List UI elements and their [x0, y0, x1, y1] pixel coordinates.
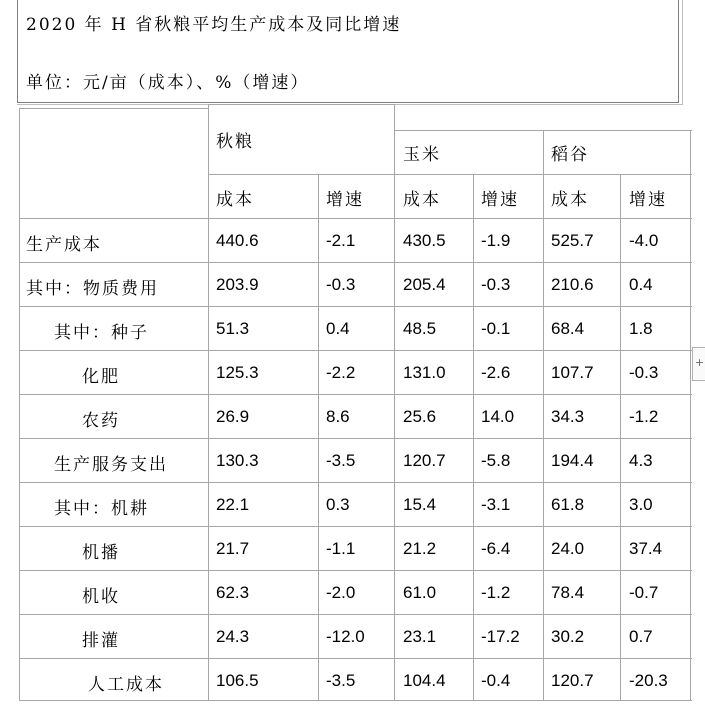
- table-border-bottom: [19, 700, 692, 701]
- row-label: 排灌: [82, 631, 120, 651]
- table-cell-value: -17.2: [481, 627, 520, 646]
- header-bottom-line: [19, 218, 692, 219]
- row-label: 农药: [82, 411, 120, 431]
- table-cell-value: -2.0: [326, 583, 356, 602]
- table-cell-value: 130.3: [216, 451, 259, 470]
- table-cell-value: -1.2: [629, 407, 659, 426]
- table-cell-value: 61.8: [551, 495, 585, 514]
- table-cell-value: 48.5: [403, 319, 437, 338]
- table-cell-value: -3.5: [326, 451, 356, 470]
- page-edge-marker[interactable]: +: [692, 347, 705, 381]
- table-cell-value: 525.7: [551, 231, 594, 250]
- table-cell-value: 0.4: [629, 275, 653, 294]
- table-cell-value: -1.2: [481, 583, 511, 602]
- table-cell-value: 62.3: [216, 583, 250, 602]
- table-cell-value: 1.8: [629, 319, 653, 338]
- table-cell-value: -0.3: [481, 275, 511, 294]
- table-cell-value: 23.1: [403, 627, 437, 646]
- row-separator: [19, 658, 692, 659]
- table-cell-value: 8.6: [326, 407, 350, 426]
- group-header-corn: 玉米: [403, 145, 441, 165]
- row-separator: [19, 306, 692, 307]
- table-cell-value: -0.4: [481, 671, 511, 690]
- table-cell-value: 26.9: [216, 407, 250, 426]
- subheader-rice-growth: 增速: [629, 190, 667, 210]
- row-separator: [19, 526, 692, 527]
- row-label: 其中：种子: [54, 323, 149, 343]
- table-cell-value: -0.1: [481, 319, 511, 338]
- table-border-top-autumn: [208, 104, 394, 105]
- row-label: 生产服务支出: [54, 455, 168, 475]
- table-cell-value: 194.4: [551, 451, 594, 470]
- table-cell-value: -1.1: [326, 539, 356, 558]
- table-title: 2020 年 H 省秋粮平均生产成本及同比增速: [26, 15, 402, 35]
- table-cell-value: -2.1: [326, 231, 356, 250]
- table-cell-value: -12.0: [326, 627, 365, 646]
- table-cell-value: 68.4: [551, 319, 585, 338]
- row-label: 化肥: [82, 367, 120, 387]
- row-separator: [19, 614, 692, 615]
- table-cell-value: -0.7: [629, 583, 659, 602]
- table-cell-value: -0.3: [326, 275, 356, 294]
- col-line-ag-growth: [318, 174, 319, 700]
- table-cell-value: -2.6: [481, 363, 511, 382]
- table-cell-value: 61.0: [403, 583, 437, 602]
- table-cell-value: -6.4: [481, 539, 511, 558]
- table-border-top-left: [19, 108, 208, 109]
- row-separator: [19, 438, 692, 439]
- table-cell-value: 205.4: [403, 275, 446, 294]
- table-cell-value: -3.1: [481, 495, 511, 514]
- table-cell-value: 22.1: [216, 495, 250, 514]
- table-cell-value: 15.4: [403, 495, 437, 514]
- group-header-autumn-grain: 秋粮: [216, 132, 254, 152]
- table-cell-value: 104.4: [403, 671, 446, 690]
- table-cell-value: -2.2: [326, 363, 356, 382]
- col-line-corn: [394, 104, 395, 700]
- table-cell-value: 24.3: [216, 627, 250, 646]
- table-cell-value: -20.3: [629, 671, 668, 690]
- table-cell-value: 0.3: [326, 495, 350, 514]
- row-separator: [19, 570, 692, 571]
- table-cell-value: -5.8: [481, 451, 511, 470]
- unit-note: 单位：元/亩（成本）、%（增速）: [26, 73, 310, 93]
- title-box-shadow: [682, 0, 683, 104]
- row-label: 人工成本: [88, 675, 164, 695]
- table-cell-value: 440.6: [216, 231, 259, 250]
- row-separator: [19, 262, 692, 263]
- row-label: 生产成本: [26, 235, 102, 255]
- group-header-rice: 稻谷: [551, 145, 589, 165]
- table-cell-value: -0.3: [629, 363, 659, 382]
- table-cell-value: 34.3: [551, 407, 585, 426]
- table-cell-value: 30.2: [551, 627, 585, 646]
- table-border-left: [19, 108, 20, 700]
- subheader-autumn-grain-growth: 增速: [326, 190, 364, 210]
- table-cell-value: 210.6: [551, 275, 594, 294]
- subheader-rice-cost: 成本: [551, 190, 589, 210]
- col-line-rice-growth: [620, 174, 621, 700]
- col-line-label: [208, 104, 209, 700]
- subheader-autumn-grain-cost: 成本: [216, 190, 254, 210]
- table-cell-value: 51.3: [216, 319, 250, 338]
- row-separator: [19, 350, 692, 351]
- table-cell-value: 106.5: [216, 671, 259, 690]
- table-cell-value: 4.3: [629, 451, 653, 470]
- table-cell-value: 25.6: [403, 407, 437, 426]
- table-cell-value: 21.7: [216, 539, 250, 558]
- table-cell-value: 131.0: [403, 363, 446, 382]
- table-cell-value: 125.3: [216, 363, 259, 382]
- col-line-corn-growth: [473, 174, 474, 700]
- table-cell-value: 120.7: [403, 451, 446, 470]
- table-cell-value: 430.5: [403, 231, 446, 250]
- table-cell-value: 37.4: [629, 539, 663, 558]
- table-cell-value: 14.0: [481, 407, 515, 426]
- table-cell-value: -4.0: [629, 231, 659, 250]
- table-cell-value: -3.5: [326, 671, 356, 690]
- row-separator: [19, 482, 692, 483]
- table-cell-value: 21.2: [403, 539, 437, 558]
- table-cell-value: 120.7: [551, 671, 594, 690]
- table-cell-value: -1.9: [481, 231, 511, 250]
- table-cell-value: 203.9: [216, 275, 259, 294]
- table-cell-value: 0.7: [629, 627, 653, 646]
- row-label: 其中：机耕: [54, 499, 149, 519]
- table-cell-value: 3.0: [629, 495, 653, 514]
- row-label: 其中：物质费用: [26, 279, 159, 299]
- table-cell-value: 107.7: [551, 363, 594, 382]
- table-cell-value: 24.0: [551, 539, 585, 558]
- table-cell-value: 78.4: [551, 583, 585, 602]
- row-label: 机收: [82, 587, 120, 607]
- row-separator: [19, 394, 692, 395]
- table-cell-value: 0.4: [326, 319, 350, 338]
- subheader-corn-cost: 成本: [403, 190, 441, 210]
- subheader-corn-growth: 增速: [481, 190, 519, 210]
- row-label: 机播: [82, 543, 120, 563]
